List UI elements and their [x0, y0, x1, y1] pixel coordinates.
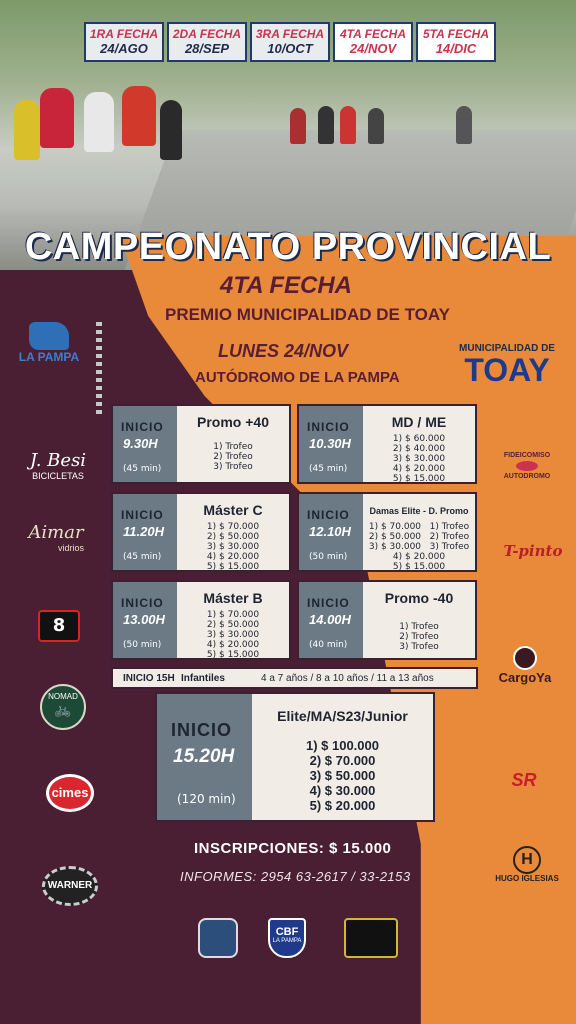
date-value: 24/NOV: [349, 41, 397, 56]
prizes: 1) Trofeo 2) Trofeo 3) Trofeo: [213, 442, 253, 472]
tpinto-logo: [500, 542, 566, 560]
dotted-divider: [96, 322, 102, 418]
prizes: 1) $ 70.000 2) $ 50.000 3) $ 30.000 4) $ 20.000 5) $ 15.000: [206, 522, 260, 572]
ages: 4 a 7 años / 8 a 10 años / 11 a 13 años: [261, 673, 434, 684]
prizes: 1) Trofeo 2) Trofeo 3) Trofeo: [399, 622, 439, 652]
race-card: [297, 580, 477, 660]
inicio-label: INICIO: [307, 596, 350, 610]
date-3: [250, 22, 330, 62]
cimes-text: cimes: [51, 785, 89, 800]
category: Elite/MA/S23/Junior: [277, 708, 408, 724]
aimar-logo: [16, 522, 96, 553]
hugo-icon: H: [513, 846, 541, 874]
la-pampa-shape-icon: [29, 322, 69, 350]
rider: [84, 92, 114, 152]
besi-sub: BICICLETAS: [32, 471, 84, 481]
registration-fee: INSCRIPCIONES: $ 15.000: [194, 840, 392, 857]
duration: (45 min): [309, 464, 348, 474]
cargoya-logo: [490, 646, 560, 685]
rider: [160, 100, 182, 160]
autodromo-text: AUTODROMO: [503, 473, 551, 480]
rider: [40, 88, 74, 148]
race-card: [111, 492, 291, 572]
rider: [318, 106, 334, 144]
date-5: [416, 22, 496, 62]
autodromo-logo: [492, 452, 562, 480]
warner-text: WARNER: [47, 880, 93, 891]
duration: (40 min): [309, 640, 348, 650]
prizes: 1) $ 60.000 2) $ 40.000 3) $ 30.000 4) $ 20.000 5) $ 15.000: [392, 434, 446, 484]
tpinto-text: T-pinto: [503, 542, 563, 560]
start-time: 12.10H: [309, 524, 351, 539]
start-time: 15H: [156, 673, 175, 684]
date-value: 14/DIC: [435, 41, 477, 56]
nomad-text: NOMAD: [48, 692, 78, 701]
elite-card: [155, 692, 435, 822]
date-label: 3RA FECHA: [255, 27, 325, 41]
sr-text: SR: [511, 770, 537, 790]
cargoya-icon: [513, 646, 537, 670]
rider: [122, 86, 156, 146]
start-time: 15.20H: [173, 746, 235, 767]
date-label: 5TA FECHA: [423, 27, 489, 41]
inicio-label: [123, 673, 175, 684]
start-time: 9.30H: [123, 436, 158, 451]
rider: [368, 108, 384, 144]
category: Máster C: [203, 502, 263, 518]
hugo-text: HUGO IGLESIAS: [495, 874, 559, 883]
category: Infantiles: [181, 673, 225, 684]
duration: (120 min): [177, 792, 236, 806]
inicio-label: INICIO: [171, 720, 233, 740]
club-logo-icon: [344, 918, 398, 958]
duration: (50 min): [123, 640, 162, 650]
premio-title: PREMIO MUNICIPALIDAD DE TOAY: [165, 305, 450, 324]
category: Damas Elite - D. Promo: [369, 506, 469, 516]
duration: (50 min): [309, 552, 348, 562]
date-label: 1RA FECHA: [89, 27, 159, 41]
date-label: 4TA FECHA: [340, 27, 406, 41]
category: MD / ME: [391, 414, 447, 430]
toay-big: TOAY: [464, 352, 550, 388]
infantiles-strip: [111, 667, 478, 689]
start-time: 13.00H: [123, 612, 165, 627]
cbf-logo: [268, 918, 306, 958]
category: Promo -40: [384, 590, 454, 606]
start-time: 11.20H: [123, 524, 164, 539]
toay-top: MUNICIPALIDAD DE: [459, 343, 555, 354]
la-pampa-text: LA PAMPA: [18, 350, 80, 364]
association-logo-icon: [198, 918, 238, 958]
date-1: [84, 22, 164, 62]
duration: (45 min): [123, 464, 162, 474]
date-value: 28/SEP: [184, 41, 230, 56]
date-4: [333, 22, 413, 62]
cbf-text: CBF: [275, 926, 299, 938]
date-2: [167, 22, 247, 62]
cargoya-text: CargoYa: [498, 670, 552, 685]
race-card: [111, 404, 291, 484]
aimar-sub: vidrios: [57, 543, 84, 553]
prizes: 1) $ 100.000 2) $ 70.000 3) $ 50.000 4) $ 30.000 5) $ 20.000: [305, 738, 379, 813]
race-card: [111, 580, 291, 660]
date-value: 10/OCT: [267, 41, 313, 56]
inicio-label: INICIO: [121, 420, 164, 434]
race-card: [297, 492, 477, 572]
category: Máster B: [203, 590, 263, 606]
prizes: 1) $ 70.000 2) $ 50.000 3) $ 30.000 4) $ 20.000 5) $ 15.000: [206, 610, 260, 660]
nomad-logo: [40, 684, 86, 730]
fideicomiso-text: FIDEICOMISO: [503, 452, 551, 459]
aimar-text: Aimar: [28, 522, 84, 543]
fecha-title: 4TA FECHA: [220, 272, 352, 299]
duration: (45 min): [123, 552, 162, 562]
inicio-label: INICIO: [121, 596, 164, 610]
toay-logo: [452, 343, 562, 386]
rider: [340, 106, 356, 144]
hugo-logo: [494, 846, 560, 883]
venue-title: AUTÓDROMO DE LA PAMPA: [195, 369, 400, 386]
inicio-text: INICIO: [123, 673, 154, 684]
category: Promo +40: [197, 414, 269, 430]
page-title: CAMPEONATO PROVINCIAL: [24, 226, 552, 268]
warner-logo: [42, 866, 98, 906]
inicio-label: INICIO: [307, 420, 350, 434]
wheel-icon: [516, 461, 538, 471]
rider: [14, 100, 40, 160]
cimes-logo: [46, 774, 94, 812]
sr-logo: [494, 770, 554, 791]
race-card: [297, 404, 477, 484]
r8-logo-icon: 8: [38, 610, 80, 642]
la-pampa-logo: [12, 322, 86, 364]
start-time: 14.00H: [309, 612, 351, 627]
start-time: 10.30H: [309, 436, 351, 451]
date-label: 2DA FECHA: [172, 27, 242, 41]
besi-logo: [18, 450, 98, 481]
contact-info: INFORMES: 2954 63-2617 / 33-2153: [180, 869, 411, 884]
besi-text: J. Besi: [29, 450, 87, 471]
bicycle-icon: 🚲: [54, 701, 72, 717]
rider: [290, 108, 306, 144]
cbf-sub: LA PAMPA: [272, 938, 302, 944]
dates-bar: [84, 22, 496, 62]
rider: [456, 106, 472, 144]
date-title: LUNES 24/NOV: [218, 341, 349, 361]
inicio-label: INICIO: [121, 508, 164, 522]
inicio-label: INICIO: [307, 508, 350, 522]
date-value: 24/AGO: [100, 41, 148, 56]
prizes: 1) $ 70.000 1) Trofeo 2) $ 50.000 2) Trofeo 3) $ 30.000 3) Trofeo 4) $ 20.000 5) $ 15.000: [368, 522, 470, 572]
